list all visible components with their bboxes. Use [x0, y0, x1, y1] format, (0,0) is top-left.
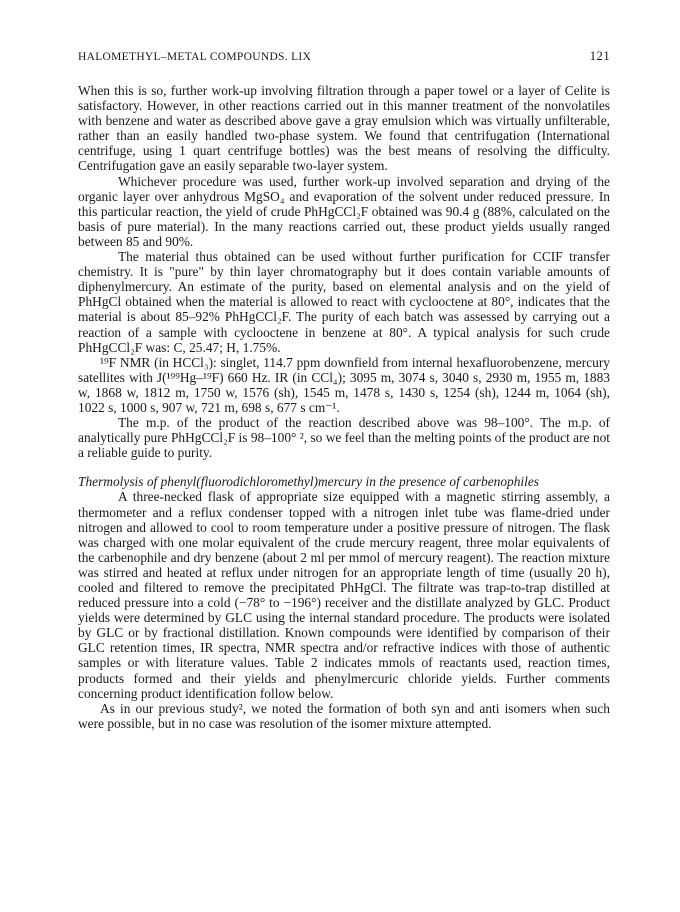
- paragraph-workup: Whichever procedure was used, further work-up involved separation and drying of the organic layer over anhydrous MgSO₄ and evaporation of the solvent under reduced pressure. In this particular reaction, the yield of crude PhHgCCl₂F obtained was 90.4 g (88%, calculated on the basis of pure material). In the many reactions carried out, these product yields usually ranged between 85 and 90%.: [78, 173, 610, 249]
- paragraph-spectra: ¹⁹F NMR (in HCCl₃): singlet, 114.7 ppm downfield from internal hexafluorobenzene, mercury satellites with J(¹⁹⁹Hg–¹⁹F) 660 Hz. IR (in CCl₄); 3095 m, 3074 s, 3040 s, 2930 m, 1955 m, 1883 w, 1868 w, 1812 m, 1750 w, 1576 (sh), 1545 m, 1478 s, 1430 s, 1254 (sh), 1244 m, 1064 (sh), 1022 s, 1000 s, 907 w, 721 m, 698 s, 677 s cm⁻¹.: [78, 354, 610, 415]
- running-title: HALOMETHYL–METAL COMPOUNDS. LIX: [78, 51, 312, 63]
- journal-page: [78, 48, 610, 731]
- paragraph-melting-point: The m.p. of the product of the reaction described above was 98–100°. The m.p. of analytically pure PhHgCCl₂F is 98–100° ², so we feel than the melting points of the product are not a reliable guide to purity.: [78, 415, 610, 461]
- paragraph-continued: When this is so, further work-up involving filtration through a paper towel or a layer of Celite is satisfactory. However, in other reactions carried out in this manner treatment of the nonvolatiles with benzene and water as described above gave a gray emulsion which was virtually unfilterable, rather than an easily handled two-phase system. We found that centrifugation (International centrifuge, using 1 quart centrifuge bottles) was the best means of resolving the difficulty. Centrifugation gave an easily separable two-layer system.: [78, 83, 610, 174]
- body-text: [78, 83, 610, 731]
- section-heading: Thermolysis of phenyl(fluorodichloromethyl)mercury in the presence of carbenophiles: [78, 474, 540, 490]
- paragraph-procedure: A three-necked flask of appropriate size equipped with a magnetic stirring assembly, a thermometer and a reflux condenser topped with a nitrogen inlet tube was flame-dried under nitrogen and allowed to cool to room temperature under a positive pressure of nitrogen. The flask was charged with one molar equivalent of the crude mercury reagent, three molar equivalents of the carbenophile and dry benzene (about 2 ml per mmol of mercury reagent). The reaction mixture was stirred and heated at reflux under nitrogen for an appropriate length of time (usually 20 h), cooled and filtered to remove the precipitated PhHgCl. The filtrate was trap-to-trap distilled at reduced pressure into a cold (−78° to −196°) receiver and the distillate analyzed by GLC. Product yields were determined by GLC using the internal standard procedure. The products were isolated by GLC or by fractional distillation. Known compounds were identified by comparison of their GLC retention times, IR spectra, NMR spectra and/or refractive indices with those of authentic samples or with literature values. Table 2 indicates mmols of reactants used, reaction times, products formed and their yields and phenylmercuric chloride yields. Further comments concerning product identification follow below.: [78, 489, 610, 701]
- running-head: [78, 48, 610, 66]
- paragraph-isomers: As in our previous study², we noted the formation of both syn and anti isomers when such were possible, but in no case was resolution of the isomer mixture attempted.: [78, 700, 610, 731]
- page-number: 121: [589, 48, 610, 63]
- paragraph-purity: The material thus obtained can be used without further purification for CCIF transfer chemistry. It is "pure" by thin layer chromatography but it does contain variable amounts of diphenylmercury. An estimate of the purity, based on elemental analysis and on the yield of PhHgCl obtained when the material is allowed to react with cyclooctene at 80°, indicates that the material is about 85–92% PhHgCCl₂F. The purity of each batch was assessed by carrying out a reaction of a sample with cyclooctene in benzene at 80°. A typical analysis for such crude PhHgCCl₂F was: C, 25.47; H, 1.75%.: [78, 249, 610, 355]
